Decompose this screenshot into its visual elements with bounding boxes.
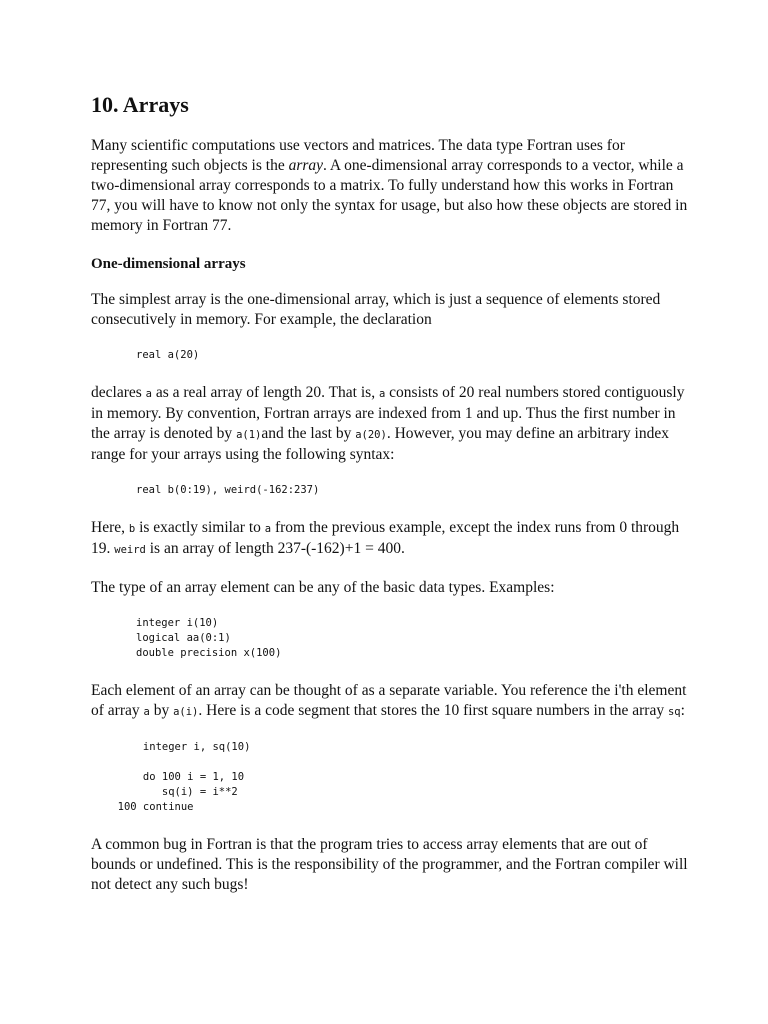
inline-code: sq bbox=[667, 706, 681, 718]
inline-code: a(20) bbox=[355, 429, 387, 441]
text-span: consists of 20 real numbers stored contiguously in memory. By convention, Fortran arrays are indexed from 1 and up. Thus the first number in the array is denoted by bbox=[91, 384, 685, 442]
paragraph-declares bbox=[91, 383, 691, 465]
paragraph-element bbox=[91, 681, 691, 722]
text-span: from the previous example, except the index runs from 0 through 19. bbox=[91, 519, 680, 557]
text-span: : bbox=[680, 702, 685, 719]
intro-text-1: Many scientific computations use vectors and matrices. The data type Fortran uses for representing such objects is the bbox=[91, 137, 625, 174]
intro-emphasis: array bbox=[288, 157, 324, 174]
paragraph-here bbox=[91, 518, 691, 560]
intro-paragraph bbox=[91, 136, 691, 236]
inline-code: a(1) bbox=[236, 429, 262, 441]
text-span: and the last by bbox=[261, 425, 356, 442]
text-span: Here, bbox=[91, 519, 129, 536]
paragraph-simplest-array: The simplest array is the one-dimensional array, which is just a sequence of elements stored consecutively in memory. For example, the declaration bbox=[91, 291, 661, 328]
text-span: by bbox=[149, 702, 174, 719]
inline-code: a(i) bbox=[173, 706, 199, 718]
text-span: is exactly similar to bbox=[135, 519, 265, 536]
inline-code: a bbox=[264, 523, 272, 535]
text-span: is an array of length 237-(-162)+1 = 400. bbox=[145, 540, 405, 557]
text-span: . However, you may define an arbitrary index range for your arrays using the following syntax: bbox=[91, 425, 669, 463]
paragraph-types: The type of an array element can be any of the basic data types. Examples: bbox=[91, 579, 555, 596]
inline-code: a bbox=[378, 388, 386, 400]
intro-text-2: . A one-dimensional array corresponds to a vector, while a two-dimensional array corresponds to a matrix. To fully understand how this works in Fortran 77, you will have to know not only the syntax for usage, but also how these objects are stored in memory in Fortran 77. bbox=[91, 157, 688, 234]
document-page bbox=[91, 92, 691, 913]
inline-code: b bbox=[128, 523, 136, 535]
paragraph-common-bug: A common bug in Fortran is that the program tries to access array elements that are out of bounds or undefined. This is the responsibility of the programmer, and the Fortran compiler will not detect any such bugs! bbox=[91, 836, 688, 893]
text-span: declares bbox=[91, 384, 146, 401]
text-span: Each element of an array can be thought of as a separate variable. You reference the i'th element of array bbox=[91, 682, 687, 719]
text-span: . Here is a code segment that stores the 10 first square numbers in the array bbox=[198, 702, 668, 719]
inline-code: a bbox=[143, 706, 150, 718]
inline-code: weird bbox=[114, 544, 146, 556]
inline-code: a bbox=[145, 388, 152, 400]
code-block-type-examples: integer i(10) logical aa(0:1) double precision x(100) bbox=[136, 617, 282, 659]
code-block-index-range: real b(0:19), weird(-162:237) bbox=[136, 484, 320, 496]
section-heading: One-dimensional arrays bbox=[91, 256, 246, 272]
page-title: 10. Arrays bbox=[91, 92, 189, 117]
text-span: as a real array of length 20. That is, bbox=[151, 384, 379, 401]
code-block-squares: integer i, sq(10) do 100 i = 1, 10 sq(i) = i**2 100 continue bbox=[117, 741, 251, 813]
code-block-declaration: real a(20) bbox=[136, 349, 200, 361]
